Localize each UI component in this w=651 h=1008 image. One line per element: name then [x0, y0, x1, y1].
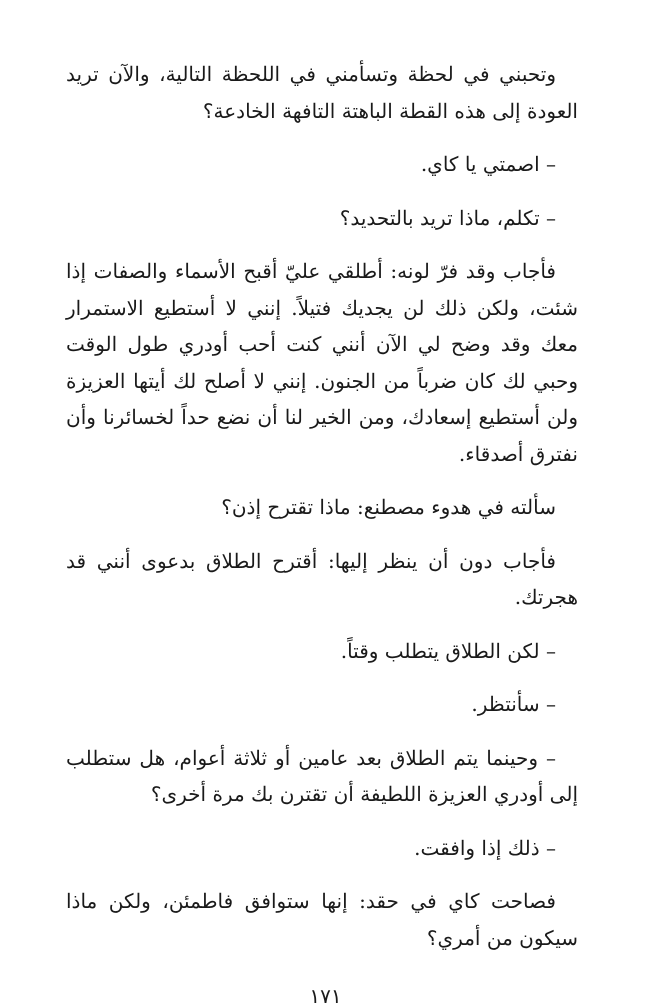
paragraph-3: – تكلم، ماذا تريد بالتحديد؟ [339, 205, 556, 230]
paragraph-6: فأجاب دون أن ينظر إليها: أقترح الطلاق بدعوى أنني قد هجرتك. [66, 548, 578, 609]
paragraph-9: – وحينما يتم الطلاق بعد عامين أو ثلاثة أعوام، هل ستطلب إلى أودري العزيزة اللطيفة أن تقترن بك مرة أخرى؟ [66, 745, 578, 806]
paragraph-10: – ذلك إذا وافقت. [414, 835, 556, 860]
page-number: ١٧١ [309, 984, 342, 1008]
paragraph-11: فصاحت كاي في حقد: إنها ستوافق فاطمئن، ولكن ماذا سيكون من أمري؟ [66, 889, 578, 950]
paragraph-4: فأجاب وقد فرّ لونه: أطلقي عليّ أقبح الأسماء والصفات إذا شئت، ولكن ذلك لن يجديك فتيلاً. إنني لا أستطيع الاستمرار معك وقد وضح لي الآن أنني كنت أحب أودري طول الوقت وحبي لك كان ضرباً من الجنون. إنني لا أصلح لك أيتها العزيزة ولن أستطيع إسعادك، ومن الخير لنا أن نضع حداً لخسائرنا وأن نفترق أصدقاء. [66, 259, 578, 466]
book-page [66, 56, 578, 973]
paragraph-1: وتحبني في لحظة وتسأمني في اللحظة التالية، والآن تريد العودة إلى هذه القطة الباهتة التافهة الخادعة؟ [66, 62, 578, 123]
paragraph-5: سألته في هدوء مصطنع: ماذا تقترح إذن؟ [221, 495, 556, 519]
paragraph-2: – اصمتي يا كاي. [420, 152, 556, 176]
paragraph-8: – سأنتظر. [471, 692, 556, 716]
paragraph-7: – لكن الطلاق يتطلب وقتاً. [340, 638, 556, 663]
